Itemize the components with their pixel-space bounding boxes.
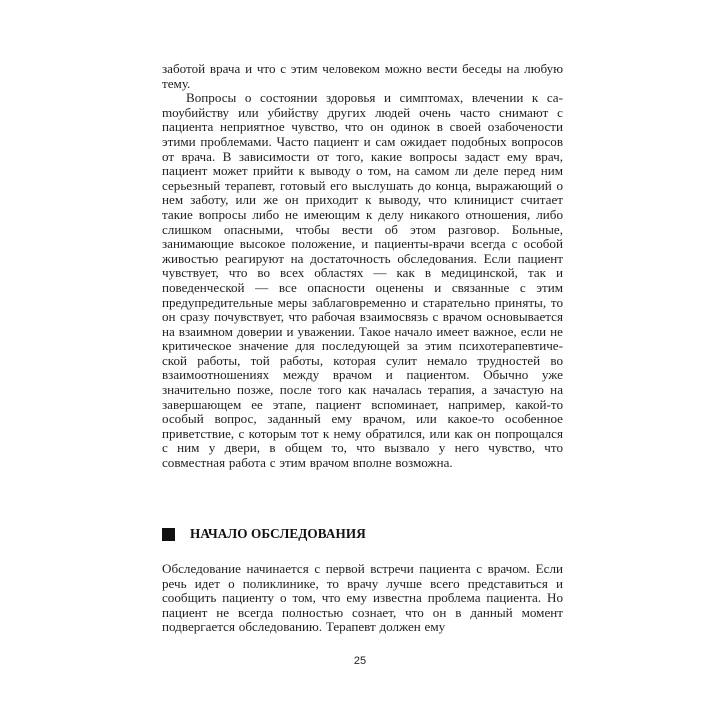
page-number: 25: [353, 655, 367, 667]
paragraph-continuation: заботой врача и что с этим человеком можно вести беседы на любую тему.: [162, 61, 563, 91]
paragraph-examination-start: Обследование начинается с первой встречи пациента с врачом. Если речь идет о поликлинике, то врачу лучше всего представиться и сообщить пациенту о том, что ему известна проблема пациента. Но пациент не всегда полностью сознает, что он в данный момент подвергается обследованию. Терапевт должен ему: [162, 561, 563, 635]
section-title: НАЧАЛО ОБСЛЕДОВАНИЯ: [190, 526, 366, 541]
section-heading: [162, 524, 366, 544]
page-body-top: [162, 62, 563, 471]
paragraph-questions-health: Вопросы о состоянии здоровья и симптомах, влечении к саmоубийству или убийству других людей очень часто снимают с пациента неприятное чувство, что он одинок в своей озабочености этими проблемами. Часто пациент и сам ожидает подобных вопросов от врача. В зависимости от того, какие вопросы задаст ему врач, пациент может прийти к выводу о том, на самом ли деле перед ним серьезный терапевт, готовый его выслушать до конца, выражающий о нем заботу, или же он приходит к выводу, что клиницист считает такие вопросы либо не имеющим к делу никакого отношения, либо слишком опасными, чтобы вести об этом разговор. Больные, занимающие высокое положение, и пациенты-врачи всегда с особой живостью реагируют на достаточность обследования. Если пациент чувствует, что во всех областях — как в медицинской, так и поведенческой — все опасности оценены и связанные с этим предупредительные меры заблаговременно и старательно приняты, то он сразу почувствует, что рабочая взаимосвязь с врачом основывается на взаимном доверии и уважении. Такое начало имеет важное, если не критическое значение для последующей за этим психотерапевтической работы, той работы, которая сулит немало трудностей во взаимоотношениях между врачом и пациентом. Обычно уже значительно позже, после того как началась терапия, а зачастую на завершающем ее этапе, пациент вспоминает, например, какой-то особый вопрос, заданный ему врачом, или какое-то особенное приветствие, с которым тот к нему обратился, или как он попрощался с ним у двери, в общем то, что вызвало у него чувство, что совместная работа с этим врачом вполне возможна.: [162, 90, 563, 471]
section-body: [162, 562, 563, 635]
square-bullet-icon: [162, 528, 175, 541]
